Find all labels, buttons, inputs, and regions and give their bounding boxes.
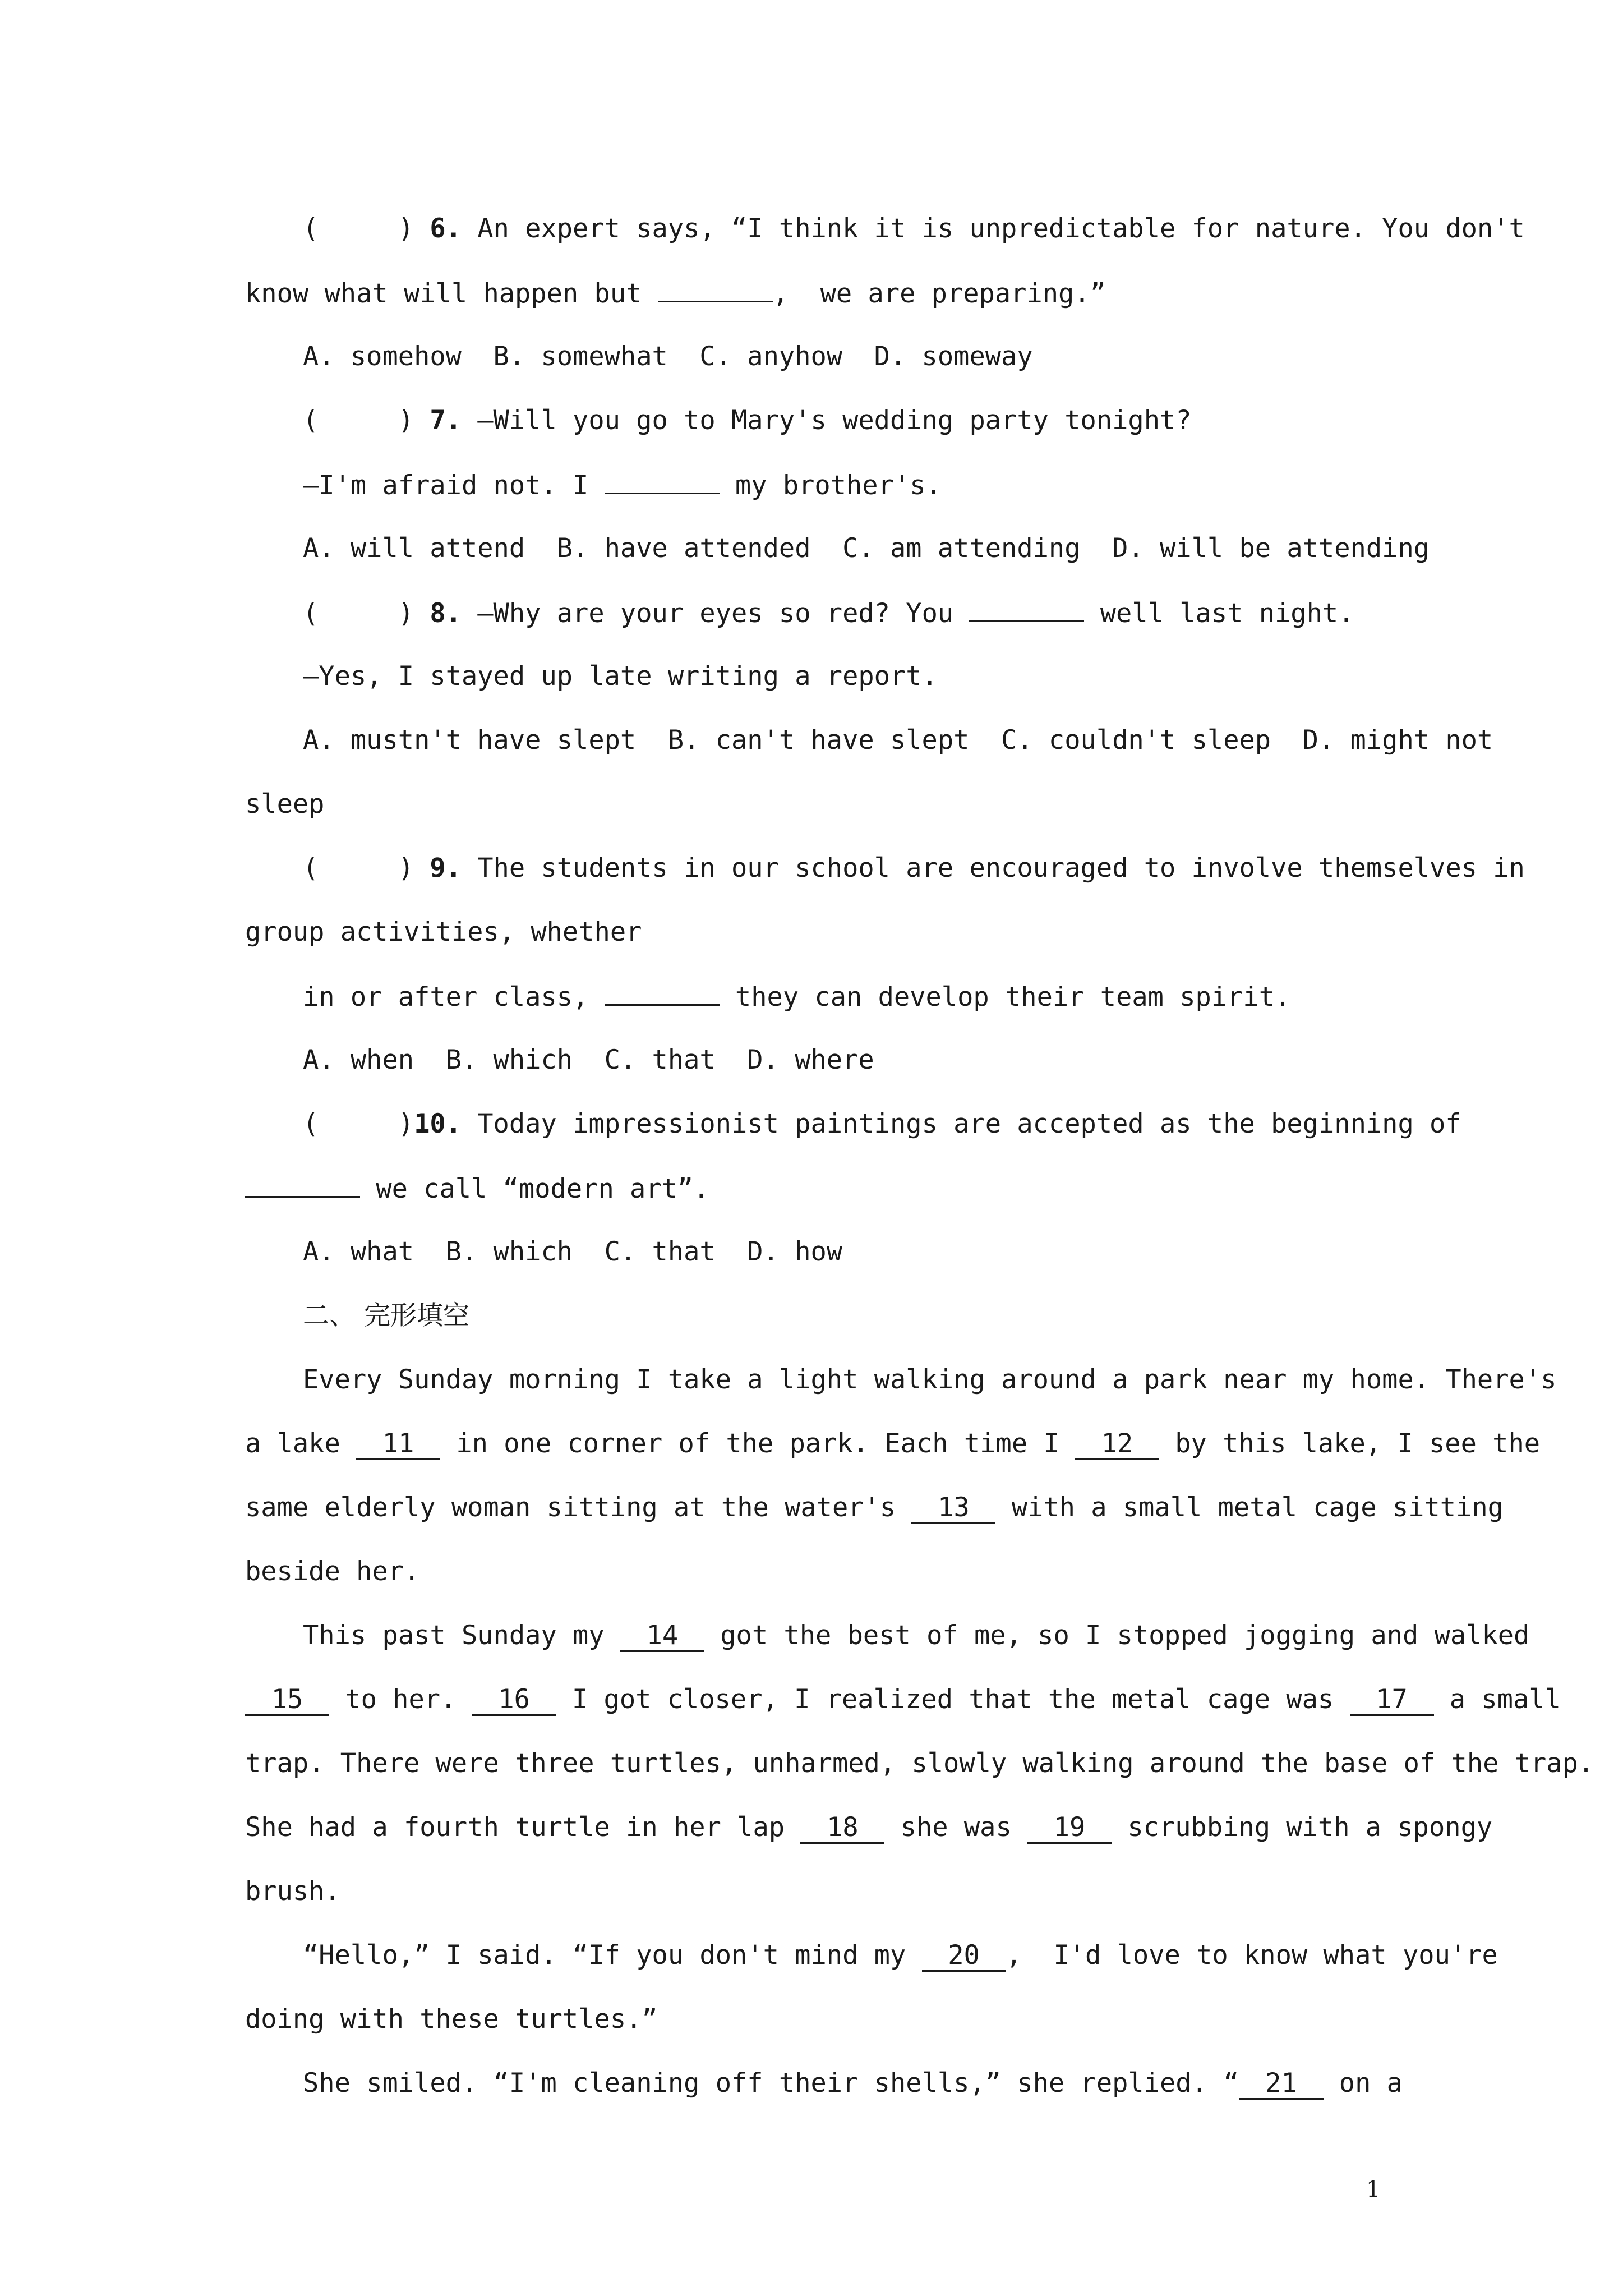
passage-line [245, 1683, 1561, 1717]
cloze-blank-13: 13 [911, 1493, 995, 1524]
question-8-line-2: —Yes, I stayed up late writing a report. [303, 661, 938, 692]
passage-text: same elderly woman sitting at the water's [245, 1492, 912, 1523]
question-number: 6. [430, 213, 462, 244]
page-number: 1 [1366, 2177, 1381, 2202]
question-number: 9. [430, 853, 462, 884]
question-text: The students in our school are encouraged to involve themselves in [461, 853, 1525, 884]
passage-text: to her. [329, 1684, 472, 1715]
answer-paren: ( ) [303, 1108, 414, 1139]
passage-line: Every Sunday morning I take a light walking around a park near my home. There's [303, 1364, 1557, 1395]
question-text: An expert says, “I think it is unpredictable for nature. You don't [461, 213, 1525, 244]
cloze-blank-14: 14 [620, 1621, 704, 1652]
answer-blank [658, 276, 773, 302]
question-7-line-1 [303, 404, 1192, 438]
cloze-blank-19: 19 [1027, 1813, 1112, 1844]
passage-line: brush. [245, 1876, 340, 1907]
question-7-line-2 [303, 468, 942, 503]
cloze-blank-11: 11 [356, 1429, 440, 1460]
passage-line: trap. There were three turtles, unharmed, slowly walking around the base of the trap. [245, 1748, 1594, 1779]
question-text: we call “modern art”. [360, 1174, 709, 1204]
answer-blank [245, 1171, 360, 1198]
question-9-line-2: group activities, whether [245, 917, 642, 947]
answer-paren: ( ) [303, 405, 414, 436]
answer-paren: ( ) [303, 598, 414, 629]
answer-blank [605, 468, 720, 494]
answer-paren: ( ) [303, 213, 414, 244]
cloze-blank-16: 16 [472, 1685, 556, 1716]
question-text: know what will happen but [245, 278, 658, 309]
cloze-blank-15: 15 [245, 1685, 329, 1716]
section-title: 二、 完形填空 [303, 1300, 469, 1331]
question-8-options: A. mustn't have slept B. can't have slept C. couldn't sleep D. might not [303, 725, 1493, 756]
passage-text: I got closer, I realized that the metal cage was [556, 1684, 1350, 1715]
passage-line [245, 1811, 1492, 1844]
question-text: well last night. [1084, 598, 1354, 629]
passage-line [303, 2067, 1403, 2100]
question-text: —Will you go to Mary's wedding party tonight? [461, 405, 1192, 436]
passage-line: doing with these turtles.” [245, 2004, 658, 2035]
passage-line [303, 1619, 1529, 1653]
answer-blank [969, 596, 1084, 622]
question-9-line-3 [303, 979, 1290, 1014]
passage-text: , I'd love to know what you're [1006, 1940, 1498, 1971]
question-9-line-1 [303, 852, 1525, 885]
passage-text: She smiled. “I'm cleaning off their shells,” she replied. “ [303, 2068, 1239, 2099]
passage-text: scrubbing with a spongy [1112, 1812, 1493, 1843]
question-number: 7. [430, 405, 462, 436]
question-text: in or after class, [303, 982, 605, 1013]
question-number: 10. [414, 1108, 462, 1139]
question-text: they can develop their team spirit. [719, 982, 1291, 1013]
passage-text: This past Sunday my [303, 1620, 620, 1651]
question-text: Today impressionist paintings are accepted as the beginning of [461, 1108, 1461, 1139]
question-text: —Why are your eyes so red? You [461, 598, 970, 629]
question-7-options: A. will attend B. have attended C. am attending D. will be attending [303, 533, 1430, 564]
question-10-line-1 [303, 1107, 1461, 1141]
question-9-options: A. when B. which C. that D. where [303, 1045, 874, 1075]
passage-text: on a [1323, 2068, 1403, 2099]
passage-text: in one corner of the park. Each time I [440, 1428, 1075, 1459]
passage-text: by this lake, I see the [1159, 1428, 1541, 1459]
question-6-options: A. somehow B. somewhat C. anyhow D. someway [303, 341, 1033, 372]
passage-text: with a small metal cage sitting [995, 1492, 1504, 1523]
cloze-blank-20: 20 [922, 1941, 1006, 1972]
passage-text: got the best of me, so I stopped jogging and walked [704, 1620, 1530, 1651]
passage-text: “Hello,” I said. “If you don't mind my [303, 1940, 922, 1971]
question-8-options-cont: sleep [245, 789, 325, 820]
cloze-blank-18: 18 [800, 1813, 884, 1844]
question-6-line-1 [303, 212, 1525, 246]
passage-text: a lake [245, 1428, 357, 1459]
passage-text: She had a fourth turtle in her lap [245, 1812, 801, 1843]
passage-text: she was [884, 1812, 1028, 1843]
cloze-blank-21: 21 [1239, 2069, 1324, 2100]
passage-line [245, 1427, 1540, 1461]
passage-line: beside her. [245, 1556, 420, 1587]
question-text: my brother's. [719, 470, 942, 501]
question-8-line-1 [303, 596, 1354, 631]
cloze-blank-12: 12 [1075, 1429, 1159, 1460]
question-10-options: A. what B. which C. that D. how [303, 1236, 843, 1267]
question-text: , we are preparing.” [772, 278, 1106, 309]
question-text: —I'm afraid not. I [303, 470, 605, 501]
question-10-line-2 [245, 1171, 709, 1206]
answer-paren: ( ) [303, 853, 414, 884]
question-6-line-2 [245, 276, 1106, 311]
cloze-blank-17: 17 [1350, 1685, 1434, 1716]
passage-line [245, 1491, 1504, 1525]
passage-line [303, 1939, 1498, 1972]
answer-blank [605, 979, 720, 1006]
question-number: 8. [430, 598, 462, 629]
passage-text: a small [1433, 1684, 1561, 1715]
